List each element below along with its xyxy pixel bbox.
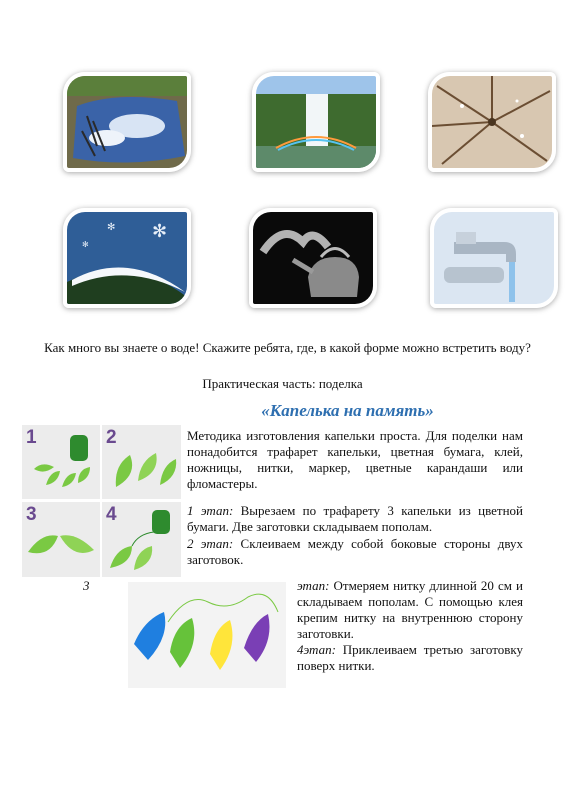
snow-branch-photo <box>63 208 191 308</box>
kettle-steam-photo <box>249 208 377 308</box>
step-3-text: Отмеряем нитку длинной 20 см и складываем пополам. С помощью клея крепим нитку на внутреннюю сторону заготовки. <box>297 578 523 641</box>
step-3 <box>297 578 523 642</box>
waterfall-photo <box>252 72 380 172</box>
step-2 <box>187 536 523 568</box>
paper-drops-photo <box>128 582 286 688</box>
svg-text:✻: ✻ <box>107 222 116 233</box>
step-photo-number: 2 <box>106 427 117 448</box>
svg-text:✻: ✻ <box>152 221 168 242</box>
step-photo-4 <box>102 502 181 577</box>
step-photo-number: 4 <box>106 504 117 525</box>
step-photo-3 <box>22 502 100 577</box>
step-photo-2 <box>102 425 181 499</box>
step-4-label: 4этап: <box>297 642 336 657</box>
section-heading: Практическая часть: поделка <box>202 376 363 391</box>
step-photo-number: 3 <box>26 504 37 525</box>
step-2-text: Склеиваем между собой боковые стороны двух заготовок. <box>187 536 524 567</box>
intro-paragraph: Методика изготовления капельки проста. Для поделки нам понадобится трафарет капельки, цветная бумага, клей, ножницы, нитки, маркер, цветные карандаши или фломастеры. <box>187 428 523 491</box>
step-1-label: 1 этап: <box>187 503 234 518</box>
step-2-label: 2 этап: <box>187 536 234 551</box>
step-1 <box>187 503 523 535</box>
step-3-number: 3 <box>83 578 90 593</box>
step-1-text: Вырезаем по трафарету 3 капельки из цветной бумаги. Две заготовки складываем пополам. <box>187 503 524 534</box>
umbrella-rain-photo <box>428 72 556 172</box>
step-photo-number: 1 <box>26 427 37 448</box>
step-photo-collage <box>22 425 181 577</box>
step-4 <box>297 642 523 674</box>
craft-title: «Капелька на память» <box>261 401 434 420</box>
step-photo-1 <box>22 425 100 499</box>
faucet-photo <box>430 208 558 308</box>
svg-text:✻: ✻ <box>82 240 89 249</box>
step-4-text: Приклеиваем третью заготовку поверх нитки. <box>297 642 523 673</box>
puddle-photo <box>63 72 191 172</box>
step-3-label: этап: <box>297 578 330 593</box>
question-text: Как много вы знаете о воде! Скажите ребята, где, в какой форме можно встретить воду? <box>44 340 531 355</box>
